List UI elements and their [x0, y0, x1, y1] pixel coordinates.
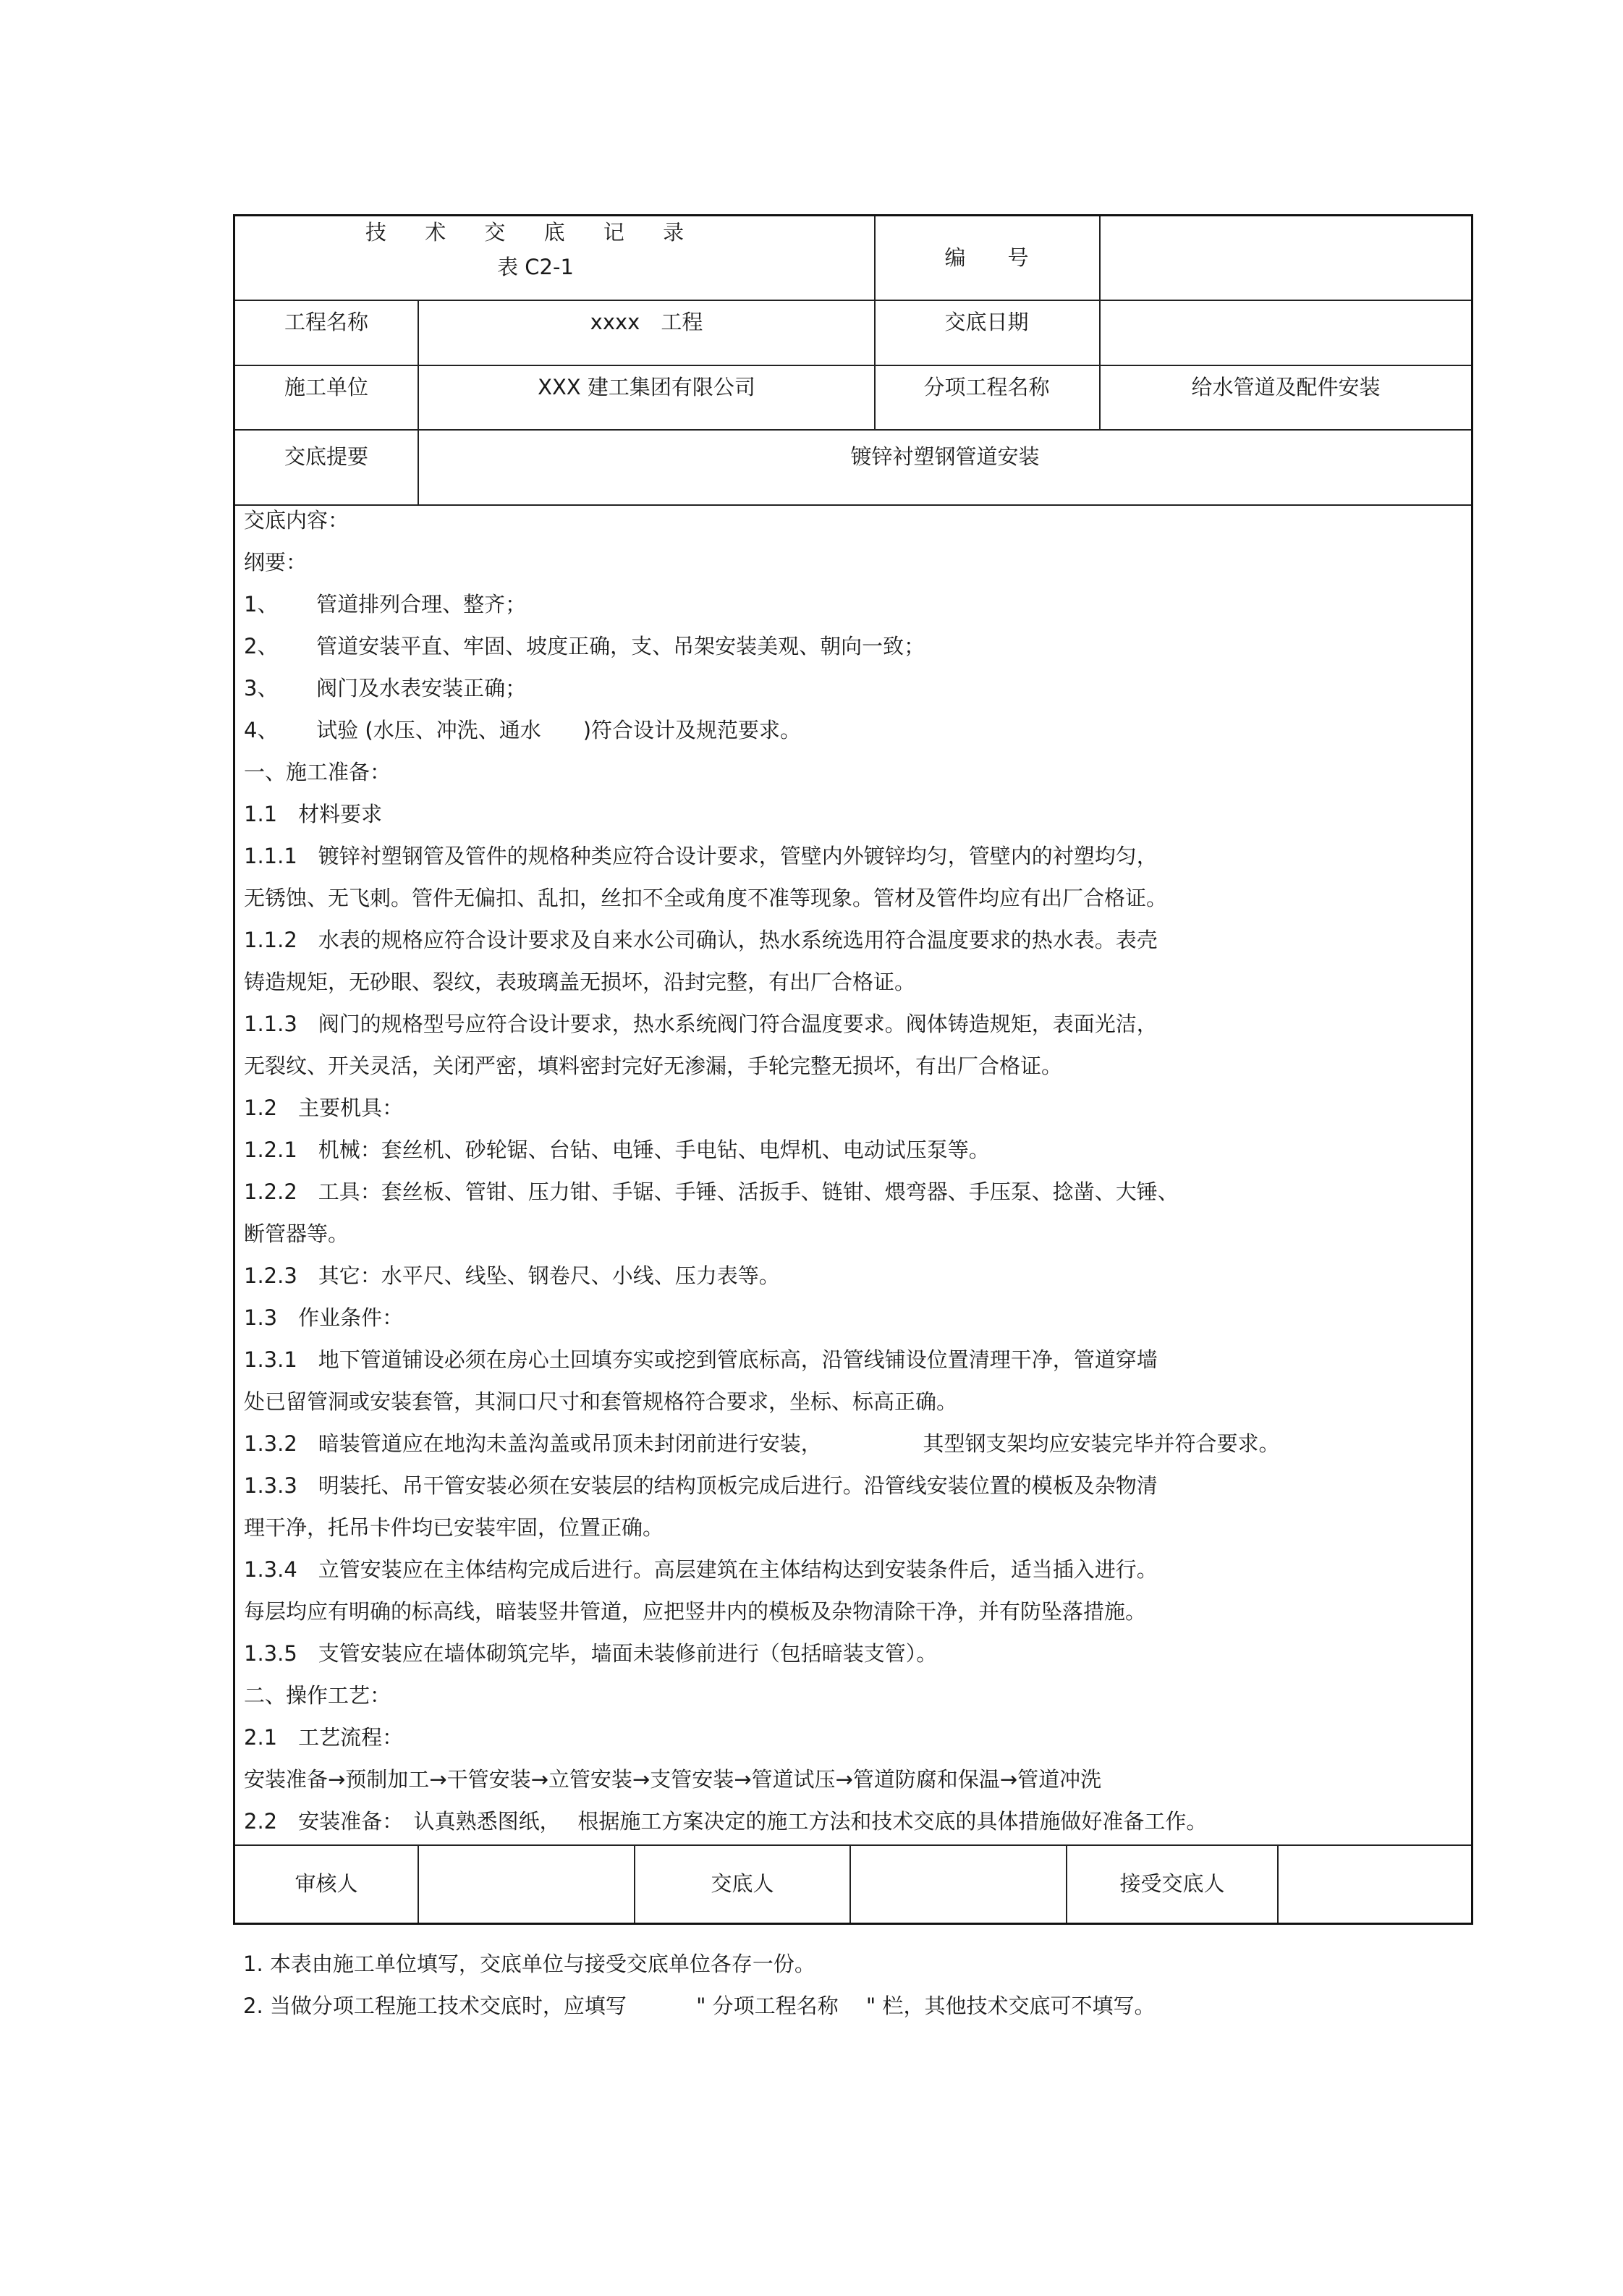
- presenter-label: 交底人: [711, 1871, 774, 1896]
- content-line: 2.1 工艺流程：: [244, 1725, 404, 1750]
- content-line: 1.3.2 暗装管道应在地沟未盖沟盖或吊顶未封闭前进行安装， 其型钢支架均应安装完毕并符合要求。: [244, 1431, 1280, 1456]
- content-line: 2、 管道安装平直、牢固、坡度正确，支、吊架安装美观、朝向一致；: [244, 634, 925, 658]
- content-line: 1.3 作业条件：: [244, 1305, 404, 1330]
- form-title: 技 术 交 底 记 录: [365, 220, 700, 245]
- unit-label: 施工单位: [284, 375, 368, 399]
- content-line: 断管器等。: [244, 1221, 349, 1246]
- content-line: 1.1.2 水表的规格应符合设计要求及自来水公司确认，热水系统选用符合温度要求的热水表。表壳: [244, 928, 1158, 952]
- content-line: 1.2 主要机具：: [244, 1096, 404, 1120]
- content-line: 安装准备→预制加工→干管安装→立管安装→支管安装→管道试压→管道防腐和保温→管道冲洗: [244, 1767, 1102, 1792]
- content-line: 二、操作工艺：: [244, 1683, 391, 1708]
- content-line: 1.3.5 支管安装应在墙体砌筑完毕，墙面未装修前进行（包括暗装支管）。: [244, 1641, 938, 1666]
- subproject-label: 分项工程名称: [923, 375, 1050, 399]
- content-line: 无裂纹、开关灵活，关闭严密，填料密封完好无渗漏，手轮完整无损坏，有出厂合格证。: [244, 1054, 1063, 1078]
- row-divider: [235, 429, 1471, 431]
- summary-value: 镀锌衬塑钢管道安装: [850, 444, 1040, 469]
- form-code: 表 C2-1: [497, 255, 574, 279]
- form-note: 1. 本表由施工单位填写，交底单位与接受交底单位各存一份。: [243, 1952, 815, 1976]
- content-line: 交底内容：: [244, 508, 349, 533]
- receiver-label: 接受交底人: [1119, 1871, 1225, 1896]
- content-line: 1.2.3 其它：水平尺、线坠、钢卷尺、小线、压力表等。: [244, 1263, 780, 1288]
- content-line: 铸造规矩，无砂眼、裂纹，表玻璃盖无损坏，沿封完整，有出厂合格证。: [244, 970, 916, 994]
- technical-disclosure-form: [233, 214, 1473, 1925]
- content-line: 1.1.1 镀锌衬塑钢管及管件的规格种类应符合设计要求，管壁内外镀锌均匀，管壁内的衬塑均匀，: [244, 844, 1158, 868]
- row-divider: [235, 365, 1471, 366]
- project-name-label: 工程名称: [284, 310, 368, 334]
- col-divider: [1277, 1844, 1279, 1923]
- content-line: 1.3.1 地下管道铺设必须在房心土回填夯实或挖到管底标高，沿管线铺设位置清理干净，管道穿墙: [244, 1347, 1158, 1372]
- content-line: 4、 试验 (水压、冲洗、通水 )符合设计及规范要求。: [244, 718, 802, 742]
- content-line: 处已留管洞或安装套管，其洞口尺寸和套管规格符合要求，坐标、标高正确。: [244, 1389, 958, 1414]
- content-line: 2.2 安装准备： 认真熟悉图纸， 根据施工方案决定的施工方法和技术交底的具体措施做好准备工作。: [244, 1809, 1208, 1834]
- content-line: 理干净，托吊卡件均已安装牢固，位置正确。: [244, 1515, 664, 1540]
- content-line: 1、 管道排列合理、整齐；: [244, 592, 527, 617]
- content-line: 3、 阀门及水表安装正确；: [244, 676, 527, 700]
- content-line: 1.1 材料要求: [244, 802, 383, 826]
- content-line: 1.3.4 立管安装应在主体结构完成后进行。高层建筑在主体结构达到安装条件后，适当插入进行。: [244, 1557, 1158, 1582]
- row-divider: [235, 504, 1471, 506]
- content-line: 一、施工准备：: [244, 760, 391, 784]
- content-line: 无锈蚀、无飞刺。管件无偏扣、乱扣，丝扣不全或角度不准等现象。管材及管件均应有出厂合格证。: [244, 886, 1168, 910]
- content-line: 纲要：: [244, 550, 308, 575]
- unit-value: XXX 建工集团有限公司: [538, 375, 755, 399]
- summary-label: 交底提要: [284, 444, 368, 469]
- form-note: 2. 当做分项工程施工技术交底时，应填写 " 分项工程名称 " 栏，其他技术交底可不填写。: [243, 1994, 1156, 2018]
- content-line: 1.2.1 机械：套丝机、砂轮锯、台钻、电锤、手电钻、电焊机、电动试压泵等。: [244, 1138, 990, 1162]
- number-label: 编 号: [944, 245, 1029, 270]
- row-divider: [235, 300, 1471, 301]
- col-divider: [418, 1844, 419, 1923]
- subproject-value: 给水管道及配件安装: [1191, 375, 1381, 399]
- reviewer-label: 审核人: [294, 1871, 358, 1896]
- content-line: 1.2.2 工具：套丝板、管钳、压力钳、手锯、手锤、活扳手、链钳、煨弯器、手压泵、捻凿、大锤、: [244, 1179, 1179, 1204]
- col-divider: [849, 1844, 851, 1923]
- content-line: 每层均应有明确的标高线，暗装竖井管道，应把竖井内的模板及杂物清除干净，并有防坠落措施。: [244, 1599, 1147, 1624]
- content-line: 1.3.3 明装托、吊干管安装必须在安装层的结构顶板完成后进行。沿管线安装位置的模板及杂物清: [244, 1473, 1158, 1498]
- row-divider: [235, 1844, 1471, 1846]
- content-line: 1.1.3 阀门的规格型号应符合设计要求，热水系统阀门符合温度要求。阀体铸造规矩，表面光洁，: [244, 1012, 1158, 1036]
- project-name-value: xxxx 工程: [590, 310, 703, 334]
- date-label: 交底日期: [944, 310, 1029, 334]
